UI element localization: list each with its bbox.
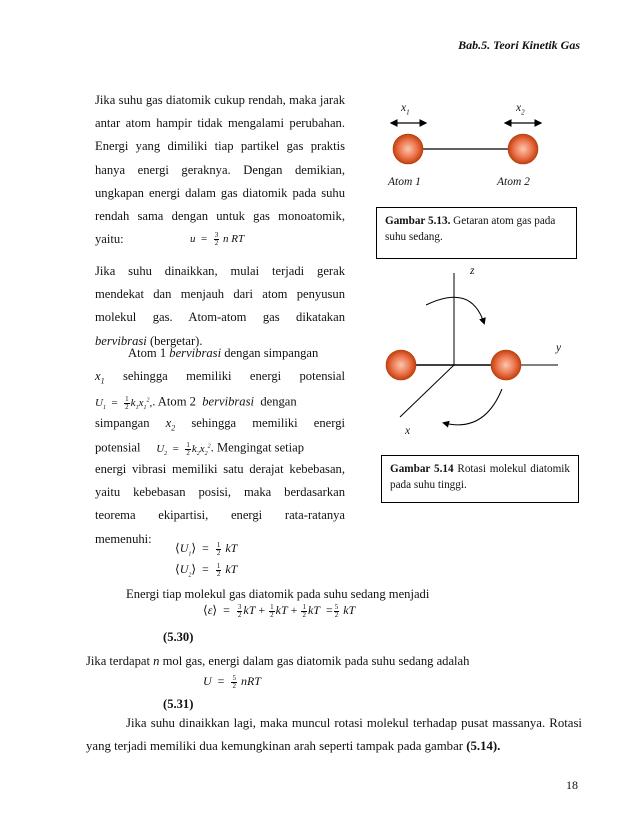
paragraph-vibration-energy-line2: $x_1$ sehingga memiliki energi potensial bbox=[95, 369, 345, 386]
paragraph-low-temperature: Jika suhu gas diatomik cukup rendah, maka jarak antar atom hampir tidak mengalami perubahan. Energi yang dimiliki tiap partikel gas praktis hanya energi geraknya. Dengan demikian, ungkapan energi dalam gas diatomik pada suhu rendah sama dengan untuk gas monoatomik, yaitu: bbox=[95, 93, 345, 247]
paragraph-vibration-energy-line3: $U_1$ = $\frac{1}{2}$ $k_1x_1^2$,. Atom 2 bervibrasi dengan bbox=[95, 394, 297, 411]
atom-1 bbox=[393, 134, 423, 164]
equation-avg-U2: $⟨U_2⟩$ = $\frac{1}{2}$ kT bbox=[175, 561, 238, 579]
vibration-diagram bbox=[378, 95, 578, 180]
label-x1: $x_1$ bbox=[401, 102, 410, 117]
equation-avg-energy: ⟨ε⟩ = $\frac{3}{2}$ kT + $\frac{1}{2}$ kT + $\frac{1}{2}$ kT = $\frac{5}{2}$ kT bbox=[203, 602, 356, 619]
equation-total-energy: U = $\frac{5}{2}$ nRT bbox=[203, 673, 261, 690]
axis-label-y: y bbox=[556, 342, 562, 354]
paragraph-equipartition: energi vibrasi memiliki satu derajat kebebasan, yaitu kebebasan posisi, maka berdasarkan teorema ekipartisi, energi rata-ratanya memenuhi: bbox=[95, 462, 345, 546]
equation-avg-U1: $⟨U_1⟩$ = $\frac{1}{2}$ kT bbox=[175, 540, 238, 558]
axis-label-z: z bbox=[470, 265, 475, 277]
paragraph-n-moles: Jika terdapat n mol gas, energi dalam gas diatomik pada suhu sedang adalah bbox=[86, 654, 470, 668]
rotation-diagram bbox=[376, 265, 576, 450]
running-header: Bab.5. Teori Kinetik Gas bbox=[458, 38, 580, 52]
equation-number-531: (5.31) bbox=[163, 697, 194, 711]
equation-U2: $U_2$ = $\frac{1}{2}$ $k_2x_2^2$ bbox=[156, 440, 211, 457]
atom-1-label: Atom 1 bbox=[388, 176, 421, 188]
caption-figure-5-14: Gambar 5.14 Rotasi molekul diatomik pada suhu tinggi. bbox=[381, 455, 579, 503]
axis-label-x: x bbox=[405, 425, 411, 437]
atom-2-label: Atom 2 bbox=[497, 176, 530, 188]
paragraph-vibration-intro: Jika suhu dinaikkan, mulai terjadi gerak mendekat dan menjauh dari atom penyusun molekul gas. Atom-atom gas dikatakan bervibrasi (bergetar). bbox=[95, 264, 345, 348]
paragraph-vibration-energy-line1: Atom 1 bervibrasi dengan simpangan bbox=[128, 346, 319, 360]
rotation-arrow-bottom bbox=[444, 389, 502, 425]
atom-1-rot bbox=[386, 350, 416, 380]
equation-internal-energy-low: u = $\frac{3}{2}$ n RT bbox=[190, 231, 245, 247]
paragraph-rotation: Jika suhu dinaikkan lagi, maka muncul rotasi molekul terhadap pusat massanya. Rotasi yang terjadi memiliki dua kemungkinan arah seperti tampak pada gambar (5.14). bbox=[86, 716, 582, 754]
equation-number-530: (5.30) bbox=[163, 630, 194, 644]
atom-2-rot bbox=[491, 350, 521, 380]
caption-figure-5-13: Gambar 5.13. Getaran atom gas pada suhu sedang. bbox=[376, 207, 577, 259]
page-number: 18 bbox=[566, 778, 578, 792]
paragraph-vibration-energy-line4: simpangan $x_2$ sehingga memiliki energi bbox=[95, 416, 346, 433]
paragraph-energy-per-molecule: Energi tiap molekul gas diatomik pada suhu sedang menjadi bbox=[126, 587, 430, 601]
atom-2 bbox=[508, 134, 538, 164]
label-x2: $x_2$ bbox=[516, 102, 525, 117]
rotation-arrow-top bbox=[426, 297, 484, 323]
paragraph-vibration-energy-line5: potensial $U_2$ = $\frac{1}{2}$ $k_2x_2^2$. Mengingat setiap bbox=[95, 440, 305, 457]
equation-U1: $U_1$ = $\frac{1}{2}$ $k_1x_1^2$, bbox=[95, 394, 153, 411]
